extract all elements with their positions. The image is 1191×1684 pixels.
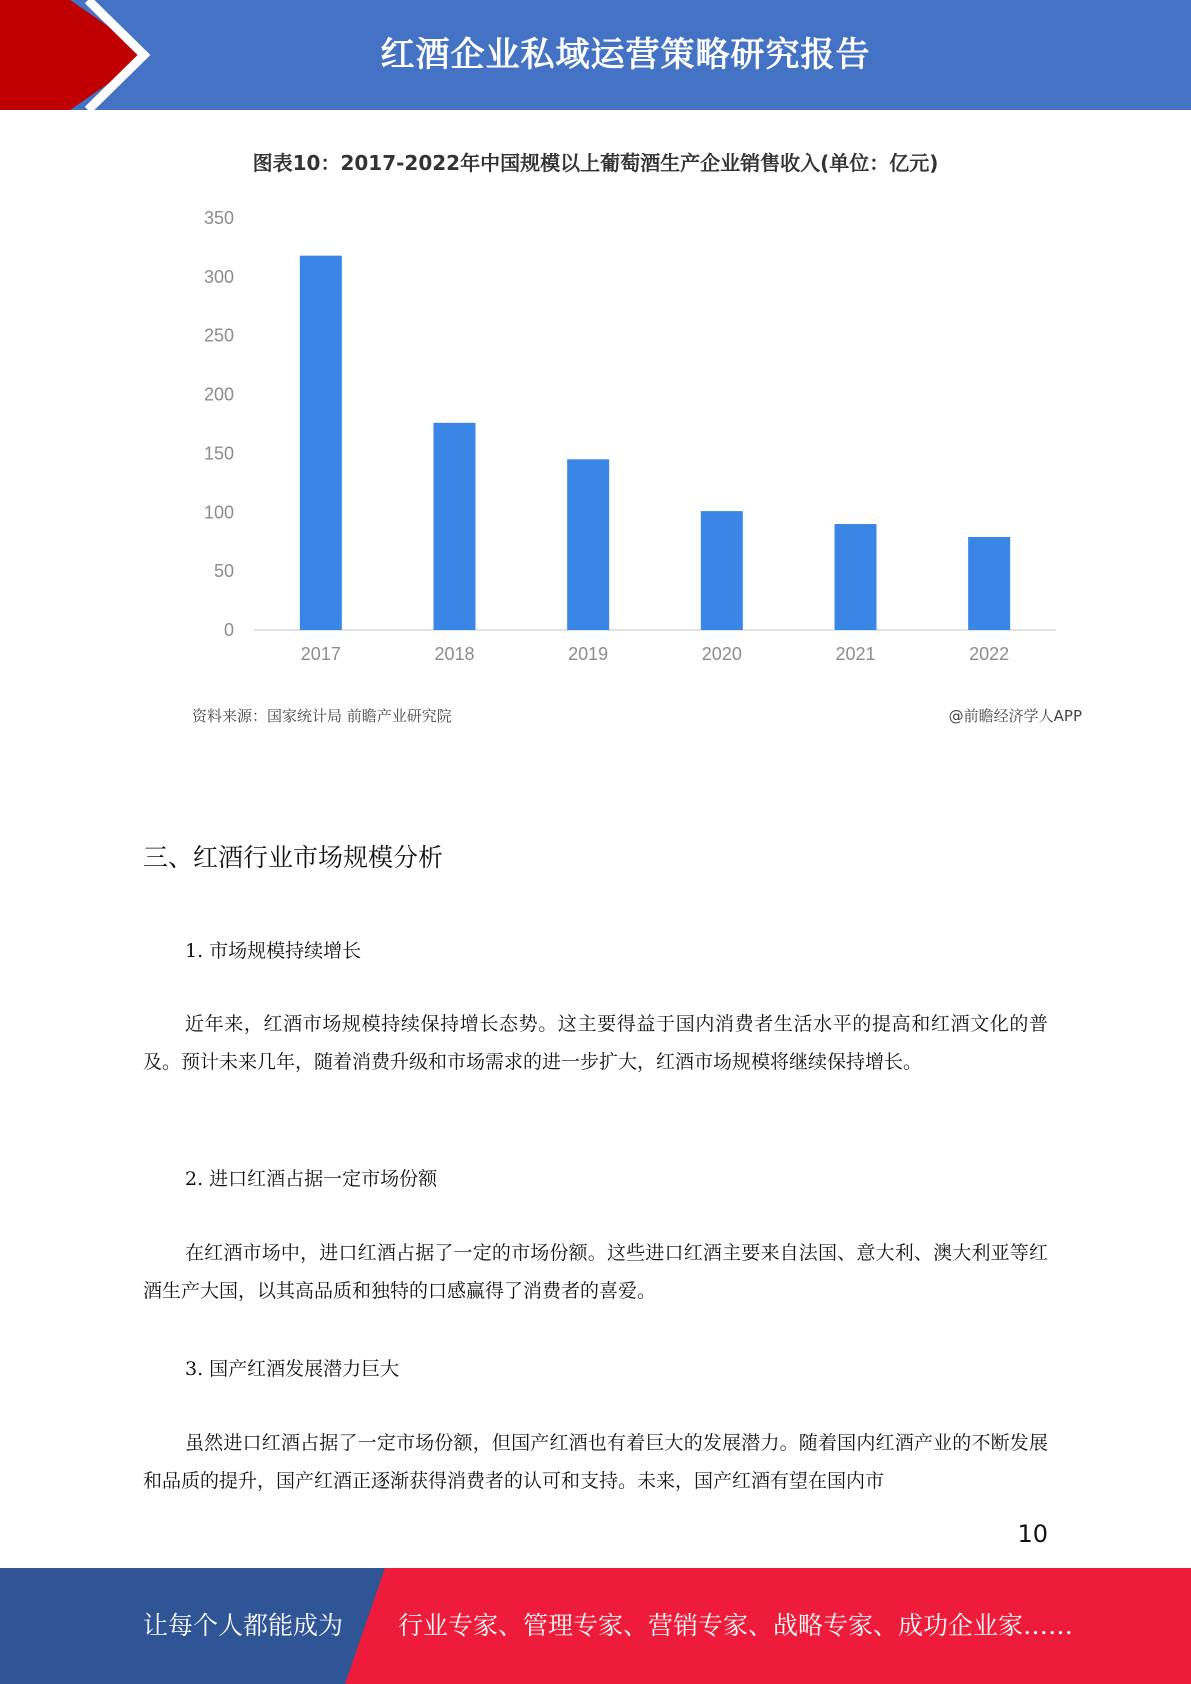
y-tick-label: 50 [213, 561, 234, 582]
chart-credit: @前瞻经济学人APP [948, 707, 1082, 725]
paragraph-3: 虽然进口红酒占据了一定市场份额，但国产红酒也有着巨大的发展潜力。随着国内红酒产业的不断发展和品质的提升，国产红酒正逐渐获得消费者的认可和支持。未来，国产红酒有望在国内市 [143, 1432, 1048, 1492]
chart-title: 图表10：2017-2022年中国规模以上葡萄酒生产企业销售收入(单位：亿元) [252, 151, 939, 175]
y-tick-label: 150 [203, 443, 234, 464]
x-tick-label: 2020 [701, 644, 742, 664]
footer-roles: 行业专家、管理专家、营销专家、战略专家、成功企业家…… [398, 1611, 1074, 1640]
section-heading: 三、红酒行业市场规模分析 [143, 843, 444, 872]
sub-heading-3: 3. 国产红酒发展潜力巨大 [185, 1358, 400, 1380]
x-tick-label: 2021 [835, 644, 876, 664]
footer-slogan: 让每个人都能成为 [143, 1611, 344, 1640]
report-title: 红酒企业私域运营策略研究报告 [380, 35, 871, 75]
x-tick-label: 2019 [568, 644, 609, 664]
y-tick-label: 350 [203, 208, 234, 228]
sub-heading-1: 1. 市场规模持续增长 [185, 940, 362, 962]
bar-2018 [434, 423, 476, 630]
bar-2022 [968, 537, 1010, 630]
x-tick-label: 2018 [434, 644, 475, 664]
bar-2021 [835, 524, 877, 630]
x-tick-label: 2017 [300, 644, 341, 664]
page-footer [0, 1568, 1191, 1684]
page-number: 10 [1017, 1520, 1048, 1548]
y-tick-label: 0 [223, 620, 234, 640]
y-tick-label: 300 [203, 266, 234, 287]
y-tick-label: 100 [203, 502, 234, 523]
y-tick-label: 250 [203, 325, 234, 346]
bar-2020 [701, 511, 743, 630]
paragraph-2: 在红酒市场中，进口红酒占据了一定的市场份额。这些进口红酒主要来自法国、意大利、澳大利亚等红酒生产大国，以其高品质和独特的口感赢得了消费者的喜爱。 [143, 1242, 1048, 1302]
paragraph-1: 近年来，红酒市场规模持续保持增长态势。这主要得益于国内消费者生活水平的提高和红酒文化的普及。预计未来几年，随着消费升级和市场需求的进一步扩大，红酒市场规模将继续保持增长。 [143, 1013, 1048, 1073]
y-tick-label: 200 [203, 384, 234, 405]
x-tick-label: 2022 [969, 644, 1010, 664]
page-header [0, 0, 1191, 110]
sub-heading-2: 2. 进口红酒占据一定市场份额 [185, 1168, 438, 1190]
chart-source: 资料来源：国家统计局 前瞻产业研究院 [192, 707, 452, 725]
bar-chart [180, 195, 1080, 675]
bar-2019 [567, 459, 609, 630]
bar-2017 [300, 256, 342, 630]
